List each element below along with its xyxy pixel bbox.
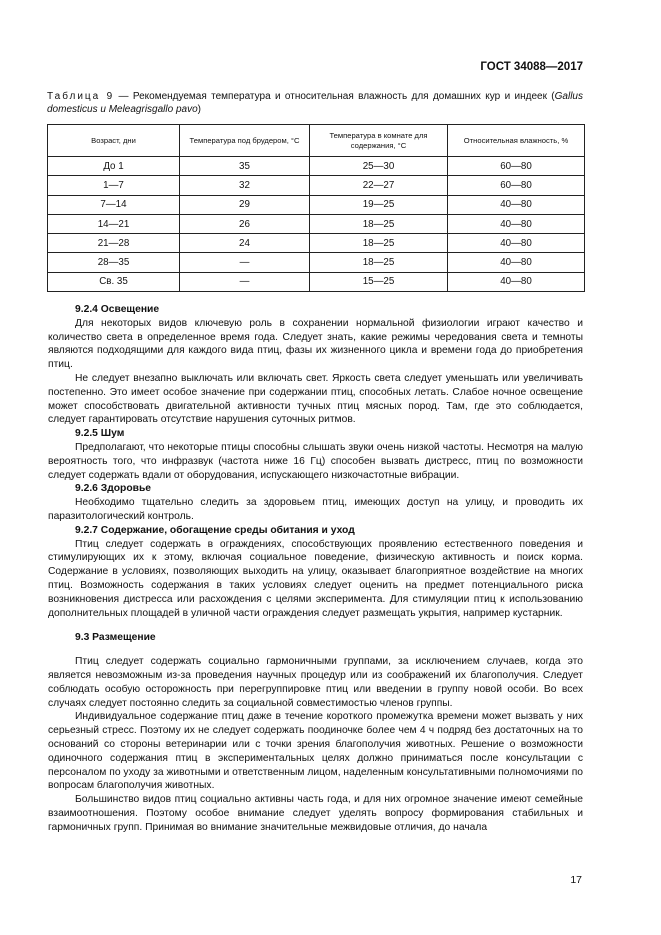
standard-number: ГОСТ 34088—2017	[480, 61, 583, 73]
cell-age: 1—7	[48, 176, 180, 195]
heading-lighting: 9.2.4 Освещение	[75, 304, 160, 315]
cell-brooder-temp: 26	[180, 214, 310, 233]
col-header-brooder-temp: Температура под брудером, °С	[180, 125, 310, 157]
cell-brooder-temp: 32	[180, 176, 310, 195]
table-caption-text: — Рекомендуемая температура и относительная влажность для домашних кур и индеек (	[114, 91, 555, 102]
paragraph: Большинство видов птиц социально активны часть года, и для них огромное значение имеют семейные взаимоотношения. Поэтому особое внимание следует уделять вопросу формирования стабильных и гармоничных групп. Принимая во внимание значительные межвидовые отличия, до начала	[48, 794, 583, 833]
paragraph: Необходимо тщательно следить за здоровьем птиц, имеющих доступ на улицу, и проводить их паразитологический контроль.	[48, 497, 583, 522]
cell-room-temp: 18—25	[310, 234, 448, 253]
cell-brooder-temp: —	[180, 253, 310, 272]
cell-age: До 1	[48, 157, 180, 176]
heading-noise: 9.2.5 Шум	[75, 428, 125, 440]
cell-age: 21—28	[48, 234, 180, 253]
col-header-humidity: Относительная влажность, %	[448, 125, 585, 157]
cell-humidity: 40—80	[448, 195, 585, 214]
table-caption-label: Таблица 9	[47, 91, 115, 102]
paragraph: Для некоторых видов ключевую роль в сохранении нормальной физиологии играют качество и количество света в определенное время года. Следует знать, какие режимы чередования света и темноты являются подходящими для каждого вида птиц, фазы их жизненного цикла и времени года до приобретения птиц.	[48, 317, 583, 371]
col-header-age: Возраст, дни	[48, 125, 180, 157]
paragraph: Птиц следует содержать социально гармоничными группами, за исключением случаев, когда это является невозможным из-за проведения научных процедур или из соображений их благополучия. Следует соблюдать особую осторожность при перегруппировке птиц или введении в группу новой особи. Во всех случаях следует постоянно следить за социальной совместимостью членов группы.	[48, 656, 583, 709]
cell-room-temp: 19—25	[310, 195, 448, 214]
cell-humidity: 40—80	[448, 234, 585, 253]
cell-humidity: 40—80	[448, 214, 585, 233]
cell-brooder-temp: —	[180, 272, 310, 291]
table-caption-close: )	[197, 104, 201, 115]
cell-age: 28—35	[48, 253, 180, 272]
cell-age: 14—21	[48, 214, 180, 233]
paragraph: Предполагают, что некоторые птицы способны слышать звуки очень низкой частоты. Несмотря на малую вероятность того, что инфразвук (частота ниже 16 Гц) способен вызвать дистресс, птиц по возможности следует содержать вдали от оборудования, испускающего низкочастотные вибрации.	[48, 441, 583, 481]
heading-housing: 9.3 Размещение	[75, 632, 156, 644]
cell-humidity: 40—80	[448, 253, 585, 272]
cell-age: 7—14	[48, 195, 180, 214]
paragraph: Птиц следует содержать в ограждениях, способствующих проявлению естественного поведения и стимулирующих их к этому, включая социальное поведение, физическую активность и поиск корма. Содержание в условиях, позволяющих выходить на улицу, оказывает благоприятное воздействие на многих птиц. Возможность содержания в таких условиях следует оценить на предмет потенциального риска возникновения дистресса или расхождения с целями эксперимента. Для стимуляции птиц к использованию дополнительных площадей в уличной части ограждения следует размещать укрытия, например кустарник.	[48, 538, 583, 619]
conditions-table	[47, 124, 585, 292]
table-row	[48, 214, 585, 233]
cell-humidity: 60—80	[448, 176, 585, 195]
heading-health: 9.2.6 Здоровье	[75, 483, 152, 495]
cell-room-temp: 22—27	[310, 176, 448, 195]
heading-enrichment: 9.2.7 Содержание, обогащение среды обитания и уход	[75, 524, 355, 536]
cell-brooder-temp: 35	[180, 157, 310, 176]
paragraph: Индивидуальное содержание птиц даже в течение короткого промежутка времени может вызвать у них серьезный стресс. Поэтому их не следует содержать поодиночке более чем 4 ч подряд без достаточных на то оснований со стороны ветеринарии или с точки зрения благополучия животных. Решение о возможности одиночного содержания птиц в экспериментальных целях должно приниматься после консультации с персоналом по уходу за животными и ответственным лицом, наделенным консультативными полномочиями по вопросам благополучия животных.	[48, 711, 583, 792]
cell-room-temp: 15—25	[310, 272, 448, 291]
cell-room-temp: 18—25	[310, 214, 448, 233]
page-number: 17	[570, 874, 582, 886]
table-row	[48, 157, 585, 176]
cell-room-temp: 18—25	[310, 253, 448, 272]
col-header-room-temp: Температура в комнате для содержания, °С	[310, 125, 448, 157]
cell-humidity: 40—80	[448, 272, 585, 291]
body-text	[48, 303, 583, 834]
table-row	[48, 253, 585, 272]
table-row	[48, 176, 585, 195]
table-header-row	[48, 125, 585, 157]
cell-age: Св. 35	[48, 272, 180, 291]
cell-humidity: 60—80	[448, 157, 585, 176]
table-row	[48, 234, 585, 253]
table-row	[48, 195, 585, 214]
table-row	[48, 272, 585, 291]
table-caption-species: Gallus domesticus и Meleagrisgallo pavo	[47, 91, 583, 115]
cell-room-temp: 25—30	[310, 157, 448, 176]
cell-brooder-temp: 29	[180, 195, 310, 214]
paragraph: Не следует внезапно выключать или включать свет. Яркость света следует уменьшать или увеличивать постепенно. Это имеет особое значение при содержании птиц, способных летать. Слабое ночное освещение может способствовать двигательной активности тучных птиц мясных пород. Там, где это соблюдается, следует гарантировать отсутствие нарушения суточных ритмов.	[48, 372, 583, 426]
cell-brooder-temp: 24	[180, 234, 310, 253]
table-caption	[47, 90, 583, 116]
